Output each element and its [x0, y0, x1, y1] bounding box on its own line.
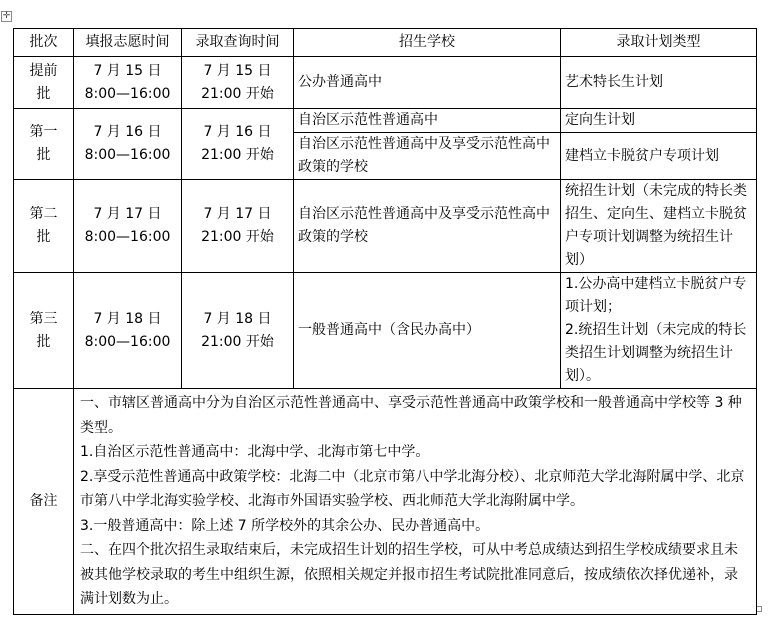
query-time-cell: 7 月 18 日 21:00 开始 — [182, 273, 294, 389]
table-row-third-batch — [14, 273, 757, 389]
notes-line: 1.自治区示范性普通高中：北海中学、北海市第七中学。 — [80, 444, 430, 460]
query-time-cell: 7 月 17 日 21:00 开始 — [182, 180, 294, 273]
school-cell: 自治区示范性普通高中及享受示范性高中政策的学校 — [294, 133, 561, 180]
admission-schedule-table — [13, 28, 757, 615]
notes-line: 3.一般普通高中：除上述 7 所学校外的其余公办、民办普通高中。 — [80, 517, 490, 534]
batch-cell: 提前 批 — [14, 57, 74, 109]
table-row-advance-batch — [14, 57, 757, 109]
header-schools: 招生学校 — [294, 29, 561, 57]
notes-label: 备注 — [14, 389, 74, 615]
table-row-first-batch-a — [14, 109, 757, 133]
table-move-handle-icon[interactable]: ✛ — [2, 11, 11, 21]
batch-cell: 第一 批 — [14, 109, 74, 180]
school-cell: 自治区示范性普通高中及享受示范性高中政策的学校 — [294, 180, 561, 273]
header-batch: 批次 — [14, 29, 74, 57]
query-time-cell: 7 月 15 日 21:00 开始 — [182, 57, 294, 109]
notes-line: 2.享受示范性普通高中政策学校：北海二中（北京市第八中学北海分校）、北京师范大学北海附属中学、北京市第八中学北海实验学校、北海市外国语实验学校、西北师范大学北海附属中学。 — [80, 468, 745, 509]
table-row-notes — [14, 389, 757, 615]
query-time-cell: 7 月 16 日 21:00 开始 — [182, 109, 294, 180]
header-fill-time: 填报志愿时间 — [74, 29, 182, 57]
school-cell: 自治区示范性普通高中 — [294, 109, 561, 133]
notes-line: 一、市辖区普通高中分为自治区示范性普通高中、享受示范性普通高中政策学校和一般普通高中学校等 3 种类型。 — [80, 395, 742, 436]
notes-line: 二、在四个批次招生录取结束后，未完成招生计划的招生学校，可从中考总成绩达到招生学校成绩要求且未被其他学校录取的考生中组织生源，依照相关规定并报市招生考试院批准同意后，按成绩依次择优递补，录满计划数为止。 — [80, 542, 738, 607]
school-cell: 一般普通高中（含民办高中） — [294, 273, 561, 389]
fill-time-cell: 7 月 16 日 8:00—16:00 — [74, 109, 182, 180]
batch-cell: 第二 批 — [14, 180, 74, 273]
header-query-time: 录取查询时间 — [182, 29, 294, 57]
plan-cell: 1.公办高中建档立卡脱贫户专项计划； 2.统招生计划（未完成的特长类招生计划调整为统招生计划）。 — [561, 273, 757, 389]
table-row-second-batch — [14, 180, 757, 273]
header-plan-type: 录取计划类型 — [561, 29, 757, 57]
fill-time-cell: 7 月 17 日 8:00—16:00 — [74, 180, 182, 273]
fill-time-cell: 7 月 15 日 8:00—16:00 — [74, 57, 182, 109]
batch-cell: 第三 批 — [14, 273, 74, 389]
school-cell: 公办普通高中 — [294, 57, 561, 109]
plan-cell: 统招生计划（未完成的特长类招生、定向生、建档立卡脱贫户专项计划调整为统招生计划） — [561, 180, 757, 273]
table-header-row — [14, 29, 757, 57]
fill-time-cell: 7 月 18 日 8:00—16:00 — [74, 273, 182, 389]
plan-cell: 定向生计划 — [561, 109, 757, 133]
plan-cell: 建档立卡脱贫户专项计划 — [561, 133, 757, 180]
plan-cell: 艺术特长生计划 — [561, 57, 757, 109]
notes-cell — [74, 389, 757, 615]
